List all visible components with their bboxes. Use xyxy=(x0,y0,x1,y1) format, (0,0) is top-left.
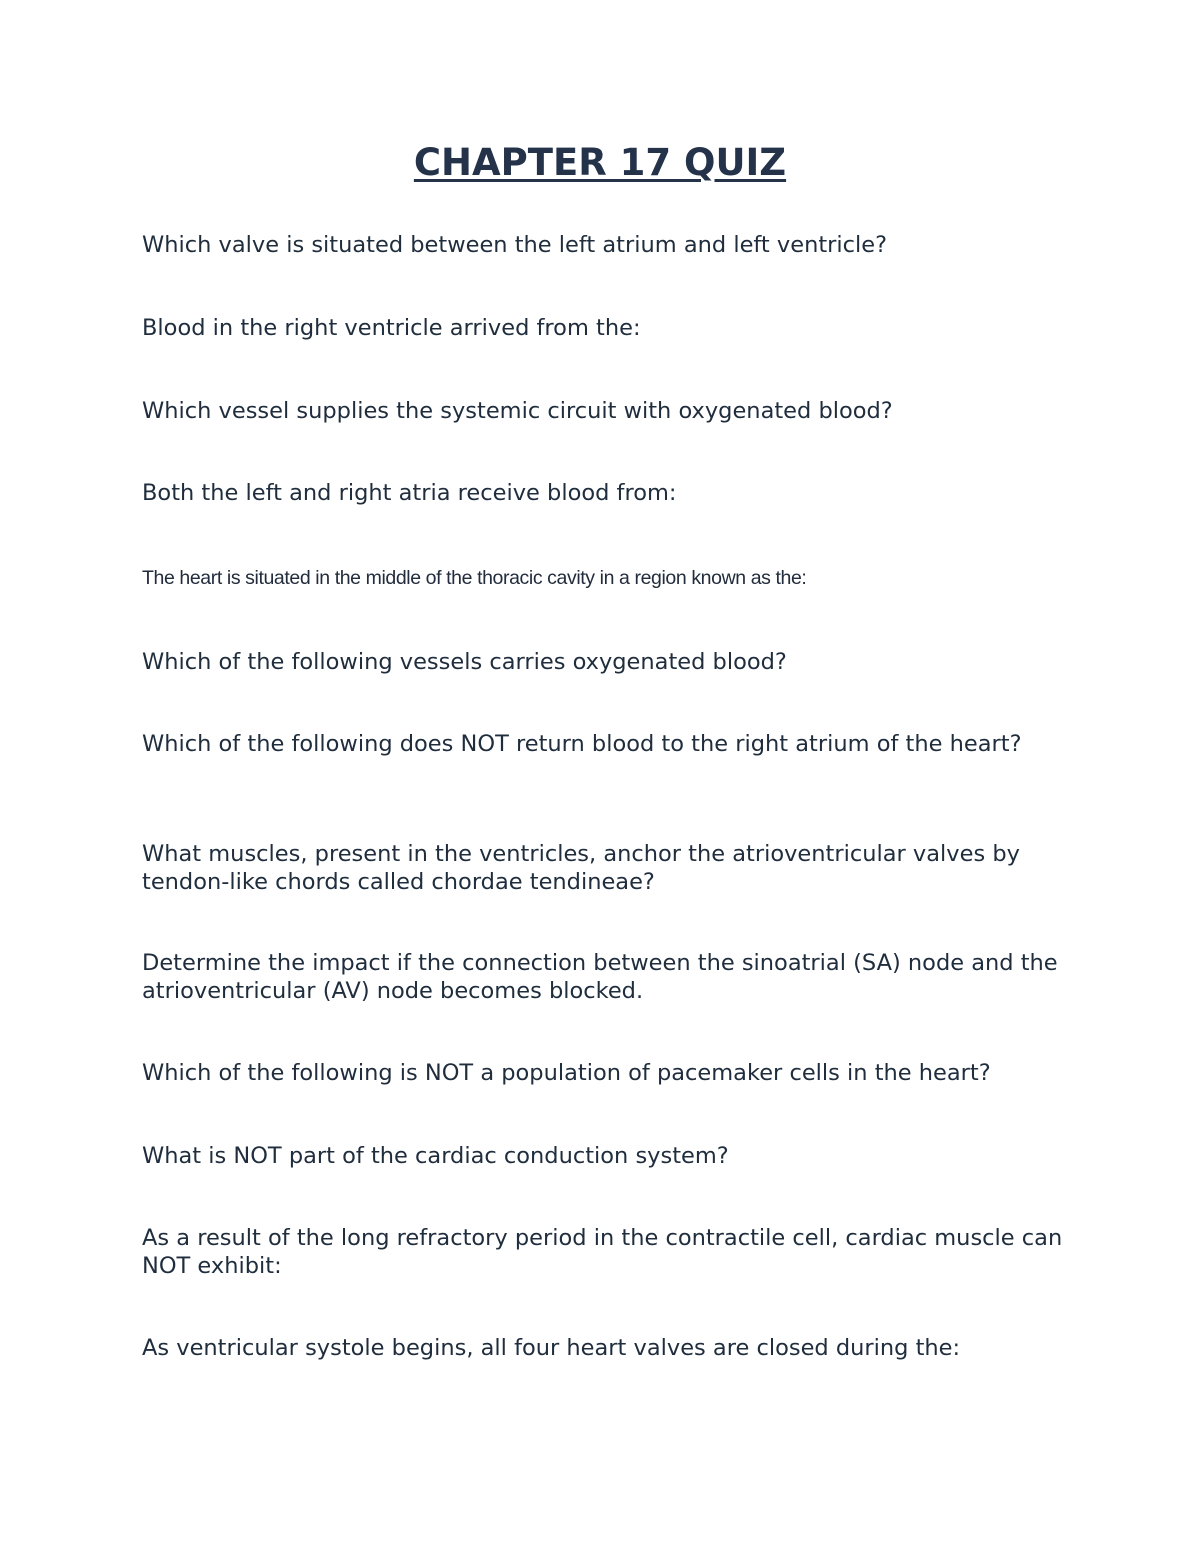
page-title: CHAPTER 17 QUIZ xyxy=(413,141,787,184)
question-3: Which vessel supplies the systemic circuit with oxygenated blood? xyxy=(142,398,893,424)
question-13: As ventricular systole begins, all four heart valves are closed during the: xyxy=(142,1335,961,1361)
question-8: What muscles, present in the ventricles, anchor the atrioventricular valves by tendon-like chords called chordae tendineae? xyxy=(142,841,1020,895)
question-12: As a result of the long refractory period in the contractile cell, cardiac muscle can NOT exhibit: xyxy=(142,1225,1063,1279)
question-6: Which of the following vessels carries oxygenated blood? xyxy=(142,649,787,675)
question-7: Which of the following does NOT return blood to the right atrium of the heart? xyxy=(142,731,1022,757)
question-11: What is NOT part of the cardiac conduction system? xyxy=(142,1143,729,1169)
question-5: The heart is situated in the middle of the thoracic cavity in a region known as the: xyxy=(142,567,807,589)
question-9: Determine the impact if the connection between the sinoatrial (SA) node and the atrioventricular (AV) node becomes blocked. xyxy=(142,950,1058,1004)
question-1: Which valve is situated between the left atrium and left ventricle? xyxy=(142,232,888,258)
question-10: Which of the following is NOT a population of pacemaker cells in the heart? xyxy=(142,1060,991,1086)
question-2: Blood in the right ventricle arrived from the: xyxy=(142,315,641,341)
question-4: Both the left and right atria receive blood from: xyxy=(142,480,677,506)
